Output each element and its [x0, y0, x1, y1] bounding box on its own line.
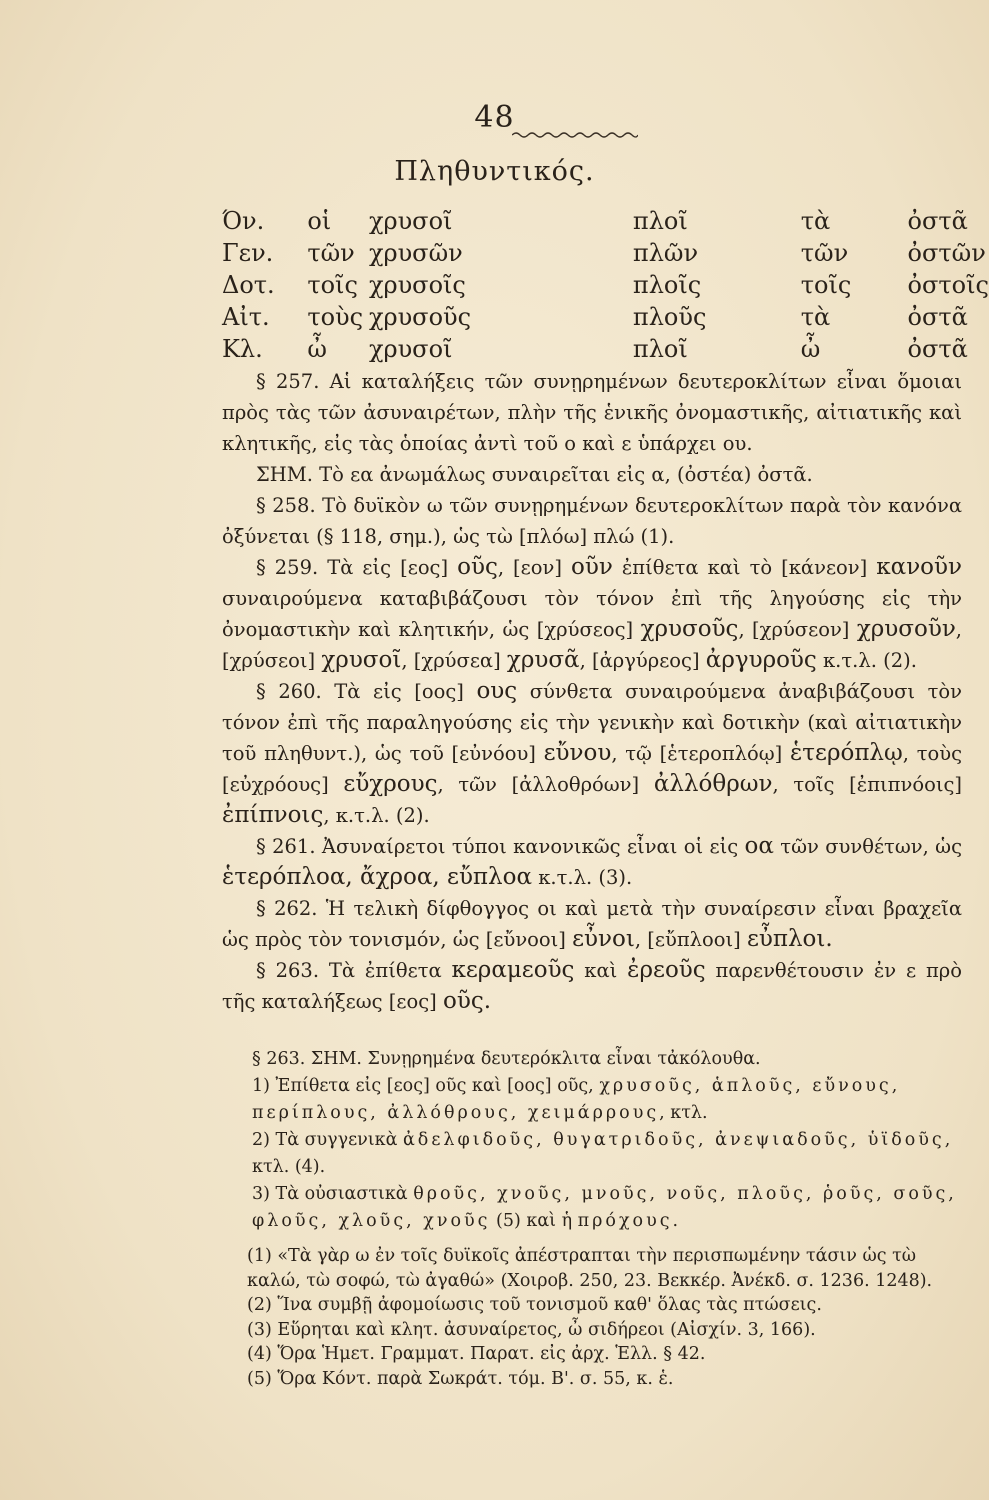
text-run: χρυσᾶ: [506, 647, 580, 673]
text-run: § 259. Τὰ εἰς [εος]: [256, 556, 458, 579]
form-ostoun: ὀστοῖς: [907, 271, 989, 299]
text-run: § 262. Ἡ τελικὴ δίφθογγος οι καὶ μετὰ τὴν συναίρεσιν εἶναι βραχεῖα ὡς πρὸς τὸν τονισμόν, ὡς [εὔνοοι]: [222, 897, 962, 951]
article: ὦ: [800, 335, 821, 363]
text-run: , κτλ.: [659, 1103, 708, 1123]
footnote-5: (5) Ὅρα Κόντ. παρὰ Σωκράτ. τόμ. Β'. σ. 55, κ. ἑ.: [247, 1368, 674, 1389]
text-run: πρόχους: [577, 1211, 673, 1231]
text-run: εὖνοι: [572, 926, 635, 952]
text-run: , [εὔπλοοι]: [634, 928, 747, 951]
text-run: ἀργυροῦς: [705, 647, 817, 673]
text-run: χρυσοῦν: [856, 616, 956, 642]
case-label: Γεν.: [222, 239, 274, 267]
text-run: , [εον]: [497, 556, 571, 579]
form-chrysous: χρυσοῖ: [368, 335, 453, 363]
text-run: ἑτερόπλῳ: [789, 740, 903, 766]
text-run: καὶ: [574, 959, 628, 982]
text-run: , κτλ. (4).: [252, 1130, 951, 1177]
text-run: κ.τ.λ. (3).: [532, 866, 633, 889]
article: τοὺς: [307, 303, 364, 331]
footnote-3: (3) Εὕρηται καὶ κλητ. ἀσυναίρετος, ὦ σιδήρεοι (Αἰσχίν. 3, 166).: [247, 1319, 816, 1340]
form-chrysous: χρυσοῦς: [368, 303, 472, 331]
text-run: εὖπλοι.: [746, 926, 833, 952]
text-run: , τῷ [ἑτεροπλόῳ]: [611, 742, 790, 765]
case-label: Κλ.: [222, 335, 263, 363]
footnote-4: (4) Ὅρα Ἡμετ. Γραμματ. Παρατ. εἰς ἀρχ. Ἑλλ. § 42.: [247, 1344, 706, 1364]
article: τὰ: [800, 303, 831, 331]
text-run: .: [672, 1211, 679, 1231]
declension-table: [222, 205, 989, 365]
form-ostoun: ὀστῶν: [907, 239, 986, 267]
paragraph-262: [222, 893, 962, 955]
form-ostoun: ὀστᾶ: [907, 335, 968, 363]
table-row: [222, 237, 989, 269]
text-run: , [χρύσεον]: [738, 618, 857, 641]
form-ostoun: ὀστᾶ: [907, 207, 968, 235]
article: ὦ: [307, 335, 327, 363]
article: τῶν: [800, 239, 849, 267]
text-run: , τοῖς [ἐπιπνόοις]: [772, 773, 962, 796]
article: τοῖς: [800, 271, 852, 299]
text-run: § 263. Τὰ ἐπίθετα: [256, 959, 452, 982]
note-item-2: [252, 1127, 957, 1181]
text-run: τῶν συνθέτων, ὡς: [773, 835, 962, 858]
article: τὰ: [800, 207, 831, 235]
text-run: § 261. Ἀσυναίρετοι τύποι κανονικῶς εἶναι οἱ εἰς: [256, 835, 745, 858]
table-row: [222, 205, 989, 237]
article: τῶν: [307, 239, 355, 267]
main-text: [222, 366, 962, 1017]
text-run: ἀλλόθρων: [653, 771, 773, 797]
text-run: χρυσοῦς: [640, 616, 739, 642]
text-run: , [χρύσεοι]: [222, 618, 962, 672]
wavy-rule-ornament: [512, 130, 638, 140]
page-number: 48: [474, 100, 515, 135]
text-run: ἐπίπνοις: [222, 802, 324, 828]
paragraph-257: § 257. Αἱ καταλήξεις τῶν συνῃρημένων δευτεροκλίτων εἶναι ὅμοιαι πρὸς τὰς τῶν ἀσυναιρέτων, πλὴν τῆς ἑνικῆς ὀνομαστικῆς, αἰτιατικῆς καὶ κλητικῆς, εἰς τὰς ὁποίας ἀντὶ τοῦ ο καὶ ε ὑπάρχει ου.: [222, 370, 962, 455]
section-title: Πληθυντικός.: [394, 156, 595, 187]
text-run: παρενθέτουσιν ἐν ε πρὸ τῆς καταλήξεως [εος]: [222, 959, 962, 1013]
table-row: [222, 301, 989, 333]
text-run: , τῶν [ἀλλοθρόων]: [437, 773, 654, 796]
case-label: Όν.: [222, 207, 265, 235]
text-run: κ.τ.λ. (2).: [816, 649, 917, 672]
text-run: οῦς: [457, 554, 498, 580]
note-item-3: [252, 1181, 957, 1235]
text-run: , τοὺς [εὐχρόους]: [222, 742, 962, 796]
case-label: Δοτ.: [222, 271, 275, 299]
text-run: ἐπίθετα καὶ τὸ [κάνεον]: [612, 556, 877, 579]
form-plous: πλοῖ: [632, 335, 688, 363]
form-chrysous: χρυσῶν: [368, 239, 463, 267]
form-plous: πλοῖς: [632, 271, 702, 299]
paragraph-260: [222, 676, 962, 831]
case-label: Αἰτ.: [222, 303, 270, 331]
text-run: εὔχρους: [343, 771, 438, 797]
paragraph-263: [222, 955, 962, 1017]
form-plous: πλοῖ: [632, 207, 688, 235]
text-run: ἀδελφιδοῦς, θυγατριδοῦς, ἀνεψιαδοῦς, ὑϊδοῦς: [402, 1130, 945, 1150]
text-run: συναιρούμενα καταβιβάζουσι τὸν τόνον ἐπὶ τῆς ληγούσης εἰς τὴν ὀνομαστικὴν καὶ κλητικήν, ὡς [χρύσεος]: [222, 587, 962, 641]
text-run: οα: [744, 833, 774, 859]
text-run: σύνθετα συναιρούμενα ἀναβιβάζουσι τὸν τόνον ἐπὶ τῆς παραληγούσης εἰς τὴν γενικὴν καὶ δοτικὴν (καὶ αἰτιατικὴν τοῦ πληθυντ.), ὡς τοῦ [εὐνόου]: [222, 680, 962, 765]
footnote-1: (1) «Τὰ γὰρ ω ἐν τοῖς δυϊκοῖς ἀπέστραπται τὴν περισπωμένην τάσιν ὡς τὼ καλώ, τὼ σοφώ, τὼ ἀγαθώ» (Χοιροβ. 250, 23. Βεκκέρ. Ἀνέκδ. σ. 1236. 1248).: [247, 1246, 933, 1291]
form-chrysous: χρυσοῖ: [368, 207, 453, 235]
text-run: 1) Ἐπίθετα εἰς [εος] οῦς καὶ [οος] οῦς,: [252, 1076, 600, 1096]
article: τοῖς: [307, 271, 358, 299]
text-run: χρυσοῦς, ἁπλοῦς, εὔνους, περίπλους, ἀλλόθρους, χειμάρρους: [252, 1076, 901, 1123]
text-run: 3) Τὰ οὐσιαστικὰ: [252, 1184, 414, 1204]
table-row: [222, 333, 989, 365]
text-run: ους: [476, 678, 518, 704]
form-chrysous: χρυσοῖς: [368, 271, 466, 299]
paragraph-259: [222, 552, 962, 676]
notes-heading: § 263. ΣΗΜ. Συνῃρημένα δευτερόκλιτα εἶναι τἀκόλουθα.: [252, 1049, 761, 1069]
text-run: (5) καὶ ἡ: [490, 1211, 578, 1231]
note-item-1: [252, 1073, 957, 1127]
text-run: ἑτερόπλοα, ἄχροα, εὔπλοα: [222, 864, 533, 890]
text-run: , κ.τ.λ. (2).: [323, 804, 430, 827]
article: οἱ: [307, 207, 332, 235]
form-plous: πλῶν: [632, 239, 699, 267]
note-shm: ΣΗΜ. Τὸ εα ἀνωμάλως συναιρεῖται εἰς α, (ὀστέα) ὀστᾶ.: [256, 463, 813, 486]
text-run: θροῦς, χνοῦς, μνοῦς, νοῦς, πλοῦς, ῥοῦς, σοῦς, φλοῦς, χλοῦς, χνοῦς: [252, 1184, 957, 1231]
form-plous: πλοῦς: [632, 303, 707, 331]
text-run: , [χρύσεα]: [401, 649, 507, 672]
text-run: 2) Τὰ συγγενικὰ: [252, 1130, 403, 1150]
form-ostoun: ὀστᾶ: [907, 303, 968, 331]
text-run: κανοῦν: [876, 554, 962, 580]
footnote-2: (2) Ἵνα συμβῇ ἀφομοίωσις τοῦ τονισμοῦ καθ' ὅλας τὰς πτώσεις.: [247, 1295, 822, 1315]
paragraph-258: § 258. Τὸ δυϊκὸν ω τῶν συνῃρημένων δευτεροκλίτων παρὰ τὸν κανόνα ὀξύνεται (§ 118, σημ.), ὡς τὼ [πλόω] πλώ (1).: [222, 494, 962, 548]
text-run: § 260. Τὰ εἰς [οος]: [256, 680, 477, 703]
text-run: χρυσοῖ: [321, 647, 402, 673]
text-run: ἐρεοῦς: [627, 957, 706, 983]
notes-263: [252, 1046, 957, 1235]
text-run: , [ἀργύρεος]: [579, 649, 706, 672]
text-run: οῦς.: [442, 988, 492, 1014]
paragraph-261: [222, 831, 962, 893]
text-run: οῦν: [570, 554, 613, 580]
footnotes: [247, 1244, 967, 1391]
text-run: κεραμεοῦς: [451, 957, 575, 983]
text-run: εὔνου: [543, 740, 612, 766]
table-row: [222, 269, 989, 301]
